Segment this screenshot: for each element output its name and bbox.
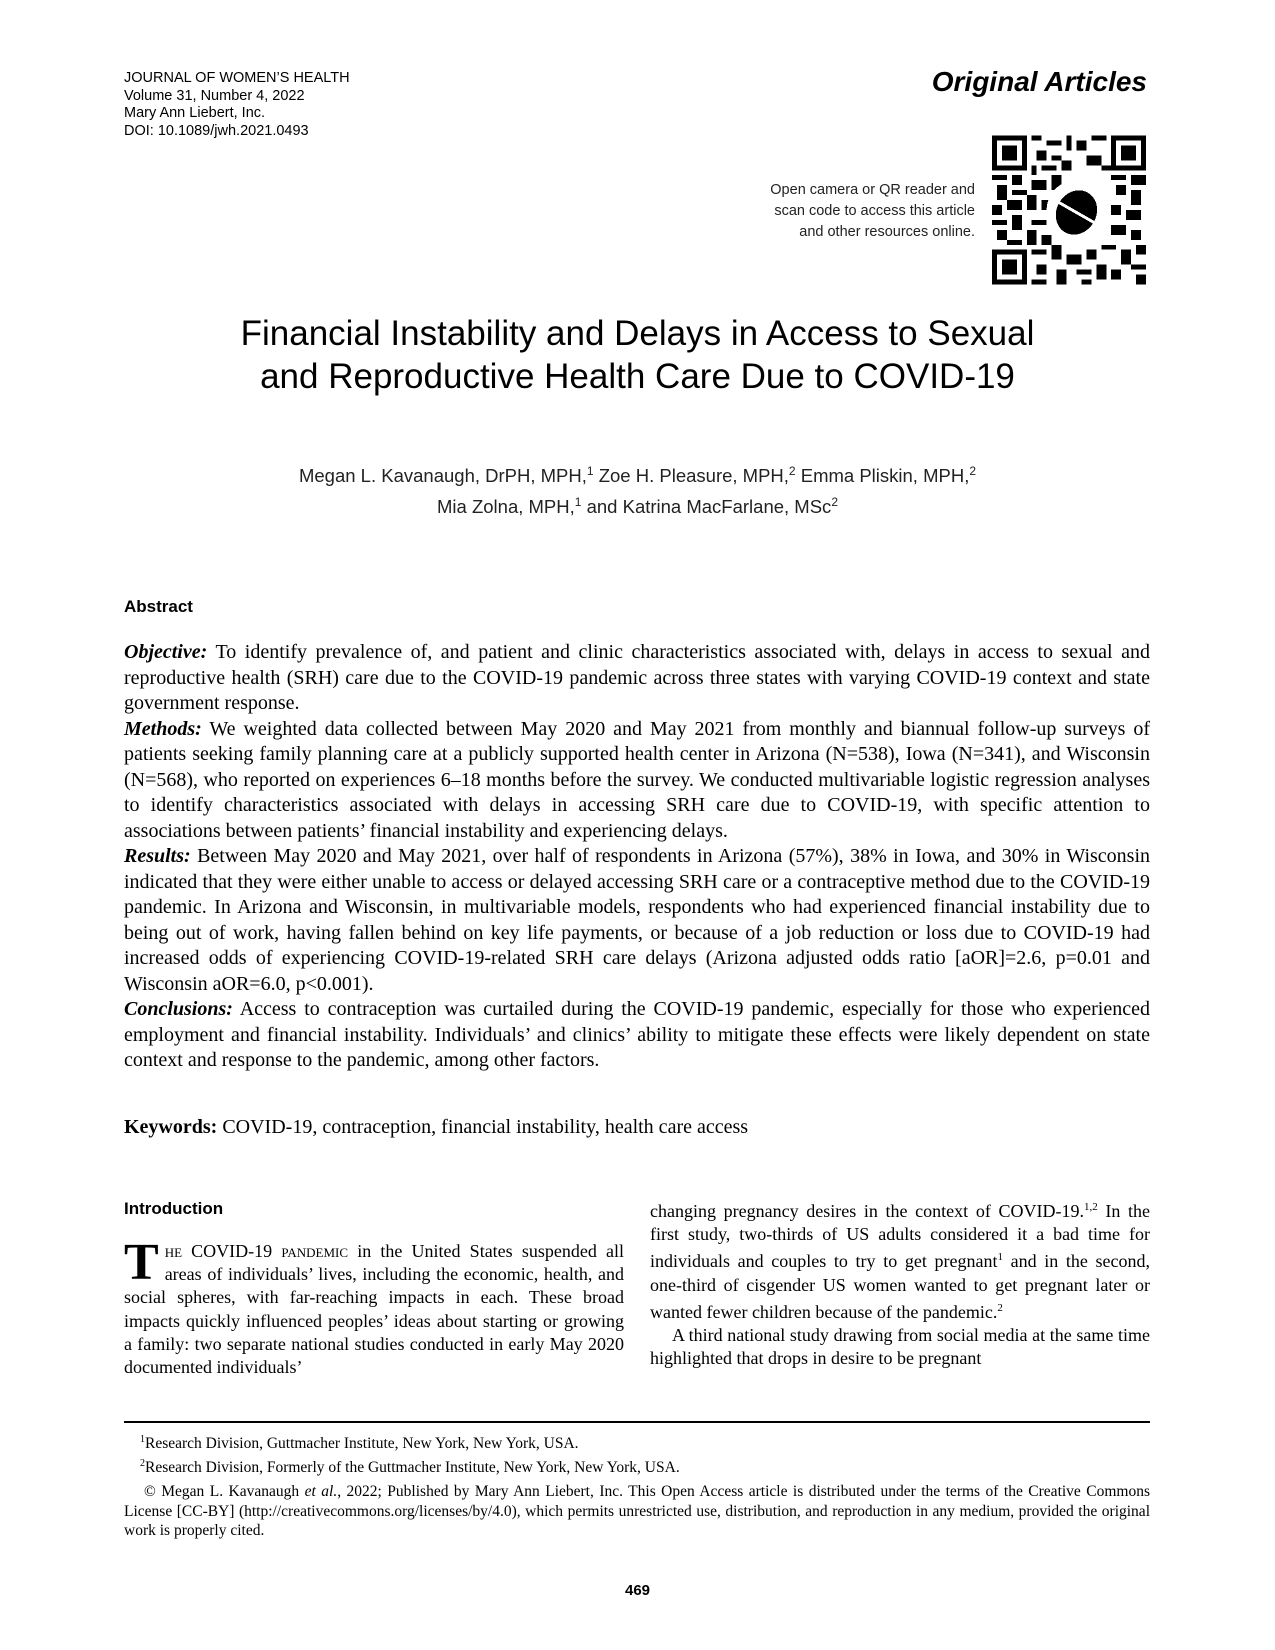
affiliation-marker: 2 xyxy=(831,495,838,510)
title-line: and Reproductive Health Care Due to COVID-19 xyxy=(260,357,1015,396)
citation-link[interactable]: 1 xyxy=(997,1251,1003,1264)
qr-caption-line: and other resources online. xyxy=(799,224,975,240)
affiliation-marker: 1 xyxy=(574,495,582,510)
footnote-text: Research Division, Guttmacher Institute, New York, New York, USA. xyxy=(145,1435,579,1453)
keywords xyxy=(124,1116,748,1139)
intro-lead: he COVID-19 pandemic xyxy=(164,1241,349,1261)
footnote-number: 2 xyxy=(140,1457,145,1469)
journal-info xyxy=(124,70,350,140)
qr-caption-line: Open camera or QR reader and xyxy=(770,182,975,198)
intro-paragraph xyxy=(124,1234,624,1379)
author: Zoe H. Pleasure, MPH, xyxy=(598,465,789,487)
keywords-text: COVID-19, contraception, financial instability, health care access xyxy=(217,1116,749,1138)
text-run: changing pregnancy desires in the context of COVID-19. xyxy=(650,1201,1084,1221)
author: Megan L. Kavanaugh, DrPH, MPH, xyxy=(298,465,587,487)
text-run: In the first study, two-thirds of US adults considered it a bad time for individuals and couples to try to get pregnant xyxy=(650,1201,1150,1272)
footnote xyxy=(140,1454,680,1478)
objective-label: Objective: xyxy=(124,641,208,663)
affiliation-footnotes xyxy=(140,1430,680,1477)
abstract-methods xyxy=(124,717,1150,845)
qr-code-icon[interactable] xyxy=(992,135,1146,285)
author: Mia Zolna, MPH, xyxy=(437,496,575,518)
author: and Katrina MacFarlane, MSc xyxy=(586,496,832,518)
results-text: Between May 2020 and May 2021, over half of respondents in Arizona (57%), 38% in Iowa, and 30% in Wisconsin indicated that they were either unable to access or delayed accessing SRH care or a contraceptive method due to the COVID-19 pandemic. In Arizona and Wisconsin, in multivariable models, respondents who had experienced financial instability due to being out of work, having fallen behind on key life payments, or because of a job reduction or loss due to COVID-19 had increased odds of experiencing COVID-19-related SRH care delays (Arizona adjusted odds ratio [aOR]=2.6, p=0.01 and Wisconsin aOR=6.0, p<0.001). xyxy=(124,845,1150,995)
footnote-divider xyxy=(124,1421,1150,1423)
citation-link[interactable]: 1,2 xyxy=(1083,1201,1098,1213)
body-column-left xyxy=(124,1234,624,1379)
results-label: Results: xyxy=(124,845,191,867)
footnote-text: Research Division, Formerly of the Guttmacher Institute, New York, New York, USA. xyxy=(145,1458,680,1476)
author: Emma Pliskin, MPH, xyxy=(800,465,970,487)
footnote-number: 1 xyxy=(140,1434,145,1445)
intro-paragraph-continued xyxy=(650,1196,1150,1324)
intro-paragraph-2: A third national study drawing from social media at the same time highlighted that drops in desire to be pregnant xyxy=(650,1325,1150,1369)
license-notice xyxy=(124,1482,1150,1541)
footnote xyxy=(140,1430,680,1454)
keywords-label: Keywords: xyxy=(124,1116,218,1138)
author-list xyxy=(0,458,1275,520)
section-type: Original Articles xyxy=(931,66,1147,97)
abstract-body xyxy=(124,640,1150,1074)
license-etal: et al. xyxy=(304,1483,338,1500)
qr-caption-line: scan code to access this article xyxy=(774,203,975,219)
author-line xyxy=(0,489,1275,520)
title-line: Financial Instability and Delays in Access to Sexual xyxy=(240,314,1035,353)
abstract-heading: Abstract xyxy=(124,597,193,616)
intro-text: in the United States suspended all areas of individuals’ lives, including the economic, health, and social spheres, with far-reaching impacts in each. These broad impacts quickly influenced peoples’ ideas about starting or growing a family: two separate national studies conducted in early May 2020 documented individuals’ xyxy=(124,1241,624,1378)
drop-cap: T xyxy=(124,1234,159,1291)
methods-text: We weighted data collected between May 2020 and May 2021 from monthly and biannual follow-up surveys of patients seeking family planning care at a publicly supported health center in Arizona (N=538), Iowa (N=341), and Wisconsin (N=568), who reported on experiences 6–18 months before the survey. We conducted multivariable logistic regression analyses to identify characteristics associated with delays in accessing SRH care due to COVID-19, with specific attention to associations between patients’ financial instability and experiencing delays. xyxy=(124,717,1150,842)
journal-name: JOURNAL OF WOMEN’S HEALTH xyxy=(124,70,350,86)
abstract-results xyxy=(124,844,1150,997)
citation-link[interactable]: 2 xyxy=(997,1301,1003,1314)
conclusions-text: Access to contraception was curtailed during the COVID-19 pandemic, especially for those who experienced employment and financial instability. Individuals’ and clinics’ ability to mitigate these effects were likely dependent on state context and response to the pandemic, among other factors. xyxy=(124,998,1150,1071)
page-number: 469 xyxy=(624,1582,651,1599)
methods-label: Methods: xyxy=(124,717,202,740)
affiliation-marker: 2 xyxy=(969,464,977,478)
affiliation-marker: 1 xyxy=(586,464,594,478)
article-title xyxy=(0,312,1275,398)
journal-doi: DOI: 10.1089/jwh.2021.0493 xyxy=(124,122,309,139)
abstract-conclusions xyxy=(124,997,1150,1074)
body-column-right xyxy=(650,1196,1150,1370)
conclusions-label: Conclusions: xyxy=(124,998,233,1020)
objective-text: To identify prevalence of, and patient and clinic characteristics associated with, delays in access to sexual and reproductive health (SRH) care due to the COVID-19 pandemic across three states with varying COVID-19 context and state government response. xyxy=(124,641,1150,714)
journal-volume: Volume 31, Number 4, 2022 xyxy=(124,87,305,104)
text-run: and in the second, one-third of cisgender US women wanted to get pregnant later or wanted fewer children because of the pandemic. xyxy=(650,1251,1150,1322)
journal-publisher: Mary Ann Liebert, Inc. xyxy=(124,105,266,121)
qr-caption xyxy=(770,180,975,243)
author-line xyxy=(0,458,1275,489)
license-text: , 2022; Published by Mary Ann Liebert, Inc. This Open Access article is distributed under the terms of the Creative Commons License [CC-BY] (http://creativecommons.org/licenses/by/4.0), which permits unrestricted use, distribution, and reproduction in any medium, provided the original work is properly cited. xyxy=(124,1483,1151,1539)
introduction-heading: Introduction xyxy=(124,1199,224,1218)
license-prefix: © Megan L. Kavanaugh xyxy=(144,1483,305,1500)
affiliation-marker: 2 xyxy=(788,464,796,478)
abstract-objective xyxy=(124,640,1150,717)
